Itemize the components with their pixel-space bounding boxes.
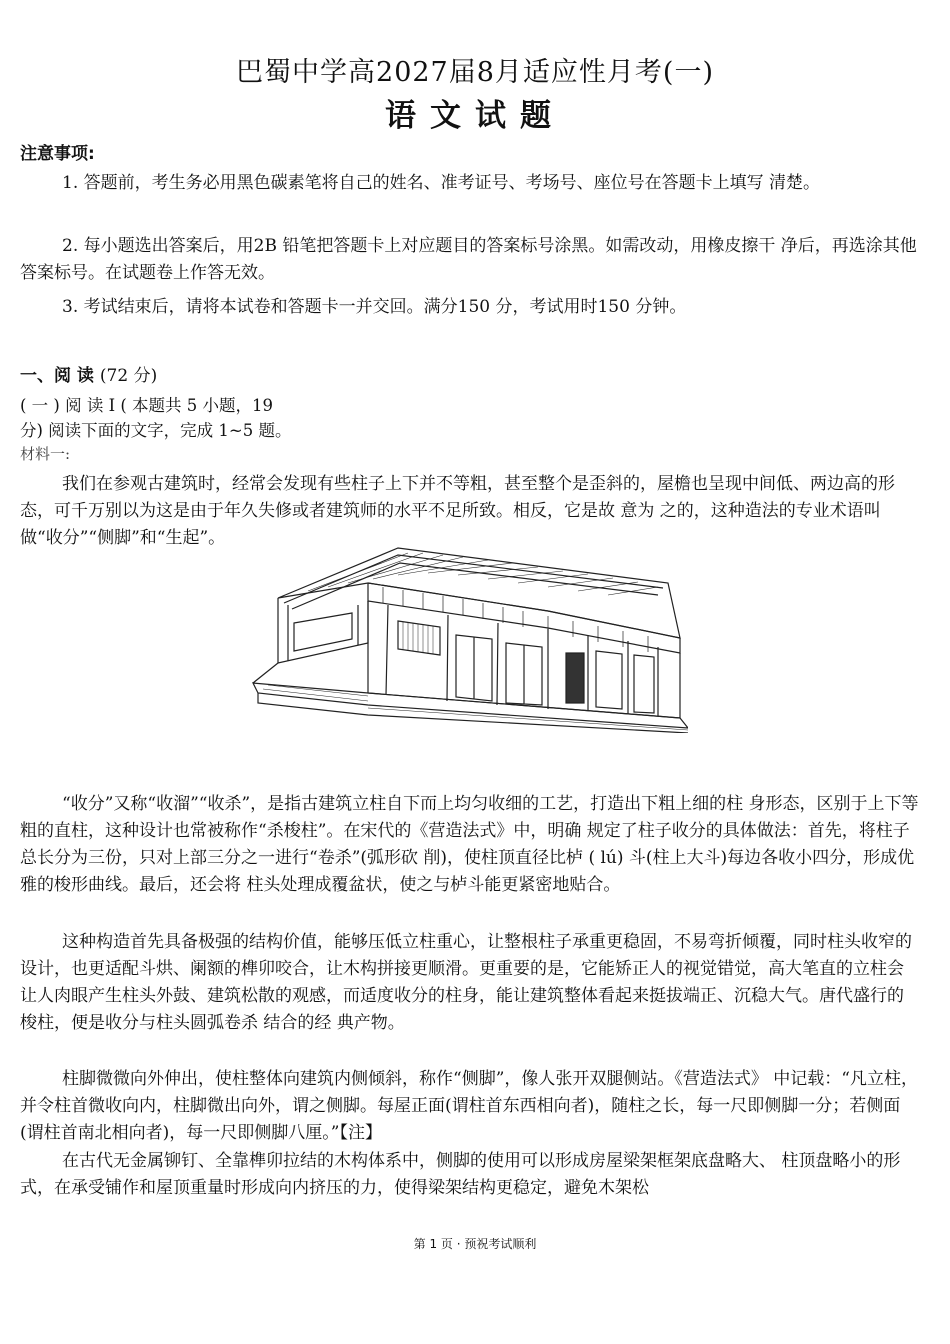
exam-title: 巴蜀中学高2027届8月适应性月考(一) xyxy=(236,57,714,88)
page-footer: 第 1 页 · 预祝考试顺利 xyxy=(413,1237,537,1251)
section-score: (72 分) xyxy=(99,366,158,386)
passage-paragraph-5: 在古代无金属铆钉、全靠榫卯拉结的木构体系中，侧脚的使用可以形成房屋梁架框架底盘略大、 柱顶盘略小的形式，在承受铺作和屋顶重量时形成向内挤压的力，使得梁架结构更稳定，避免木架松 xyxy=(20,1151,901,1198)
exam-subtitle: 语文试题 xyxy=(385,98,565,134)
section-title: 一、阅 读 xyxy=(20,366,94,386)
section-heading xyxy=(20,361,157,386)
passage-paragraph-3: 这种构造首先具备极强的结构价值，能够压低立柱重心，让整根柱子承重更稳固，不易弯折倾覆，同时柱头收窄的设计，也更适配斗烘、阑额的榫卯咬合，让木构拼接更顺滑。更重要的是，它能矫正人的视觉错觉，高大笔直的立柱会让人肉眼产生柱头外鼓、建筑松散的观感，而适度收分的柱身，能让建筑整体看起来挺拔端正、沉稳大气。唐代盛行的梭柱，便是收分与柱头圆弧卷杀 结合的经 典产物。 xyxy=(20,932,912,1033)
subsection-line-1: ( 一 ) 阅 读 I ( 本题共 5 小题，19 xyxy=(20,396,274,415)
passage-paragraph-1: 我们在参观古建筑时，经常会发现有些柱子上下并不等粗，甚至整个是歪斜的，屋檐也呈现中间低、两边高的形态，可千万别以为这是由于年久失修或者建筑师的水平不足所致。相反，它是故 意为 之的，这种造法的专业术语叫做“收分”“侧脚”和“生起”。 xyxy=(20,474,895,548)
subsection-line-2: 分) 阅读下面的文字，完成 1~5 题。 xyxy=(20,421,292,440)
notice-heading: 注意事项: xyxy=(20,144,95,164)
material-label: 材料一: xyxy=(20,445,71,463)
temple-illustration xyxy=(248,543,688,733)
notice-item-3: 3. 考试结束后，请将本试卷和答题卡一并交回。满分150 分，考试用时150 分钟。 xyxy=(62,297,687,317)
passage-paragraph-2: “收分”又称“收溜”“收杀”，是指古建筑立柱自下而上均匀收细的工艺，打造出下粗上细的柱 身形态，区别于上下等粗的直柱，这种设计也常被称作“杀梭柱”。在宋代的《营造法式》中，明确 规定了柱子收分的具体做法：首先，将柱子总长分为三份，只对上部三分之一进行“卷杀”(弧形砍 削)，使柱顶直径比栌 ( lú) 斗(柱上大斗)每边各收小四分，形成优雅的梭形曲线。最后，还会将 柱头处理成覆盆状，使之与栌斗能更紧密地贴合。 xyxy=(20,794,919,895)
passage-paragraph-4: 柱脚微微向外伸出，使柱整体向建筑内侧倾斜，称作“侧脚”，像人张开双腿侧站。《营造法式》 中记载：“凡立柱，并令柱首微收向内，柱脚微出向外，谓之侧脚。每屋正面(谓柱首东西相向者)，随柱之长，每一尺即侧脚一分；若侧面(谓柱首南北相向者)，每一尺即侧脚八厘。”【注】 xyxy=(20,1069,918,1143)
notice-item-1: 1. 答题前，考生务必用黑色碳素笔将自己的姓名、准考证号、考场号、座位号在答题卡上填写 清楚。 xyxy=(62,173,821,193)
notice-item-2: 2. 每小题选出答案后，用2B 铅笔把答题卡上对应题目的答案标号涂黑。如需改动，用橡皮擦干 净后，再选涂其他答案标号。在试题卷上作答无效。 xyxy=(20,236,917,283)
